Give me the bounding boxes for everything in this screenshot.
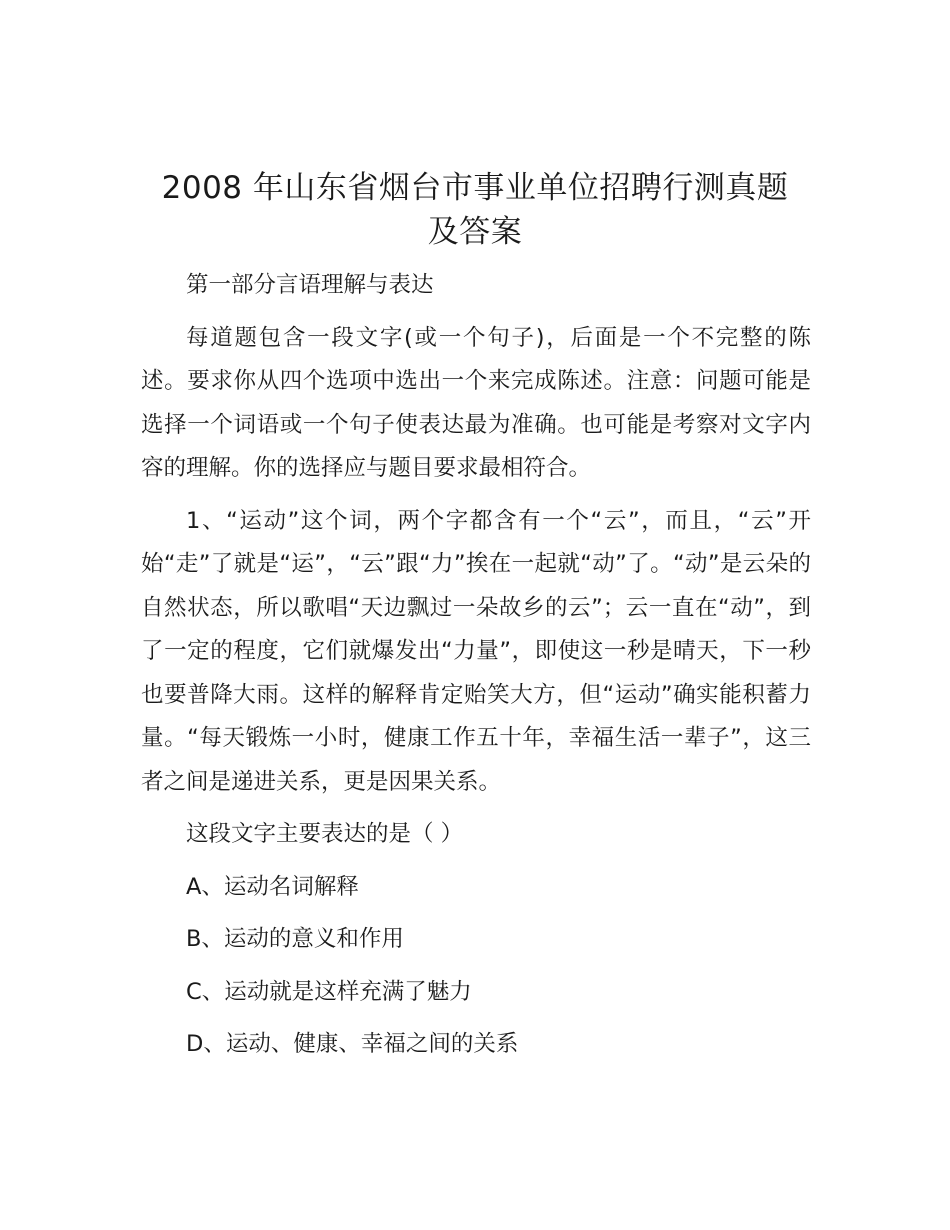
question-1-prompt: 这段文字主要表达的是（ ）	[186, 821, 464, 847]
option-b: B、运动的意义和作用	[186, 926, 404, 952]
option-c: C、运动就是这样充满了魅力	[186, 978, 472, 1005]
option-a: A、运动名词解释	[186, 873, 359, 900]
document-body	[141, 264, 811, 1076]
title-line-2: 及答案	[427, 214, 523, 250]
option-d: D、运动、健康、幸福之间的关系	[186, 1031, 519, 1057]
instructions-paragraph: 每道题包含一段文字(或一个句子)，后面是一个不完整的陈述。要求你从四个选项中选出一个来完成陈述。注意：问题可能是选择一个词语或一个句子使表达最为准确。也可能是考察对文字内容的理解。你的选择应与题目要求最相符合。	[141, 324, 811, 481]
document-title	[140, 166, 810, 254]
title-line-1: 2008 年山东省烟台市事业单位招聘行测真题	[161, 170, 789, 206]
question-1-passage: 1、“运动”这个词，两个字都含有一个“云”，而且，“云”开始“走”了就是“运”，“云”跟“力”挨在一起就“动”了。“动”是云朵的自然状态，所以歌唱“天边飘过一朵故乡的云”；云一直在“动”，到了一定的程度，它们就爆发出“力量”，即使这一秒是晴天，下一秒也要普降大雨。这样的解释肯定贻笑大方，但“运动”确实能积蓄力量。“每天锻炼一小时，健康工作五十年，幸福生活一辈子”，这三者之间是递进关系，更是因果关系。	[141, 507, 811, 795]
section-heading: 第一部分言语理解与表达	[186, 272, 434, 298]
